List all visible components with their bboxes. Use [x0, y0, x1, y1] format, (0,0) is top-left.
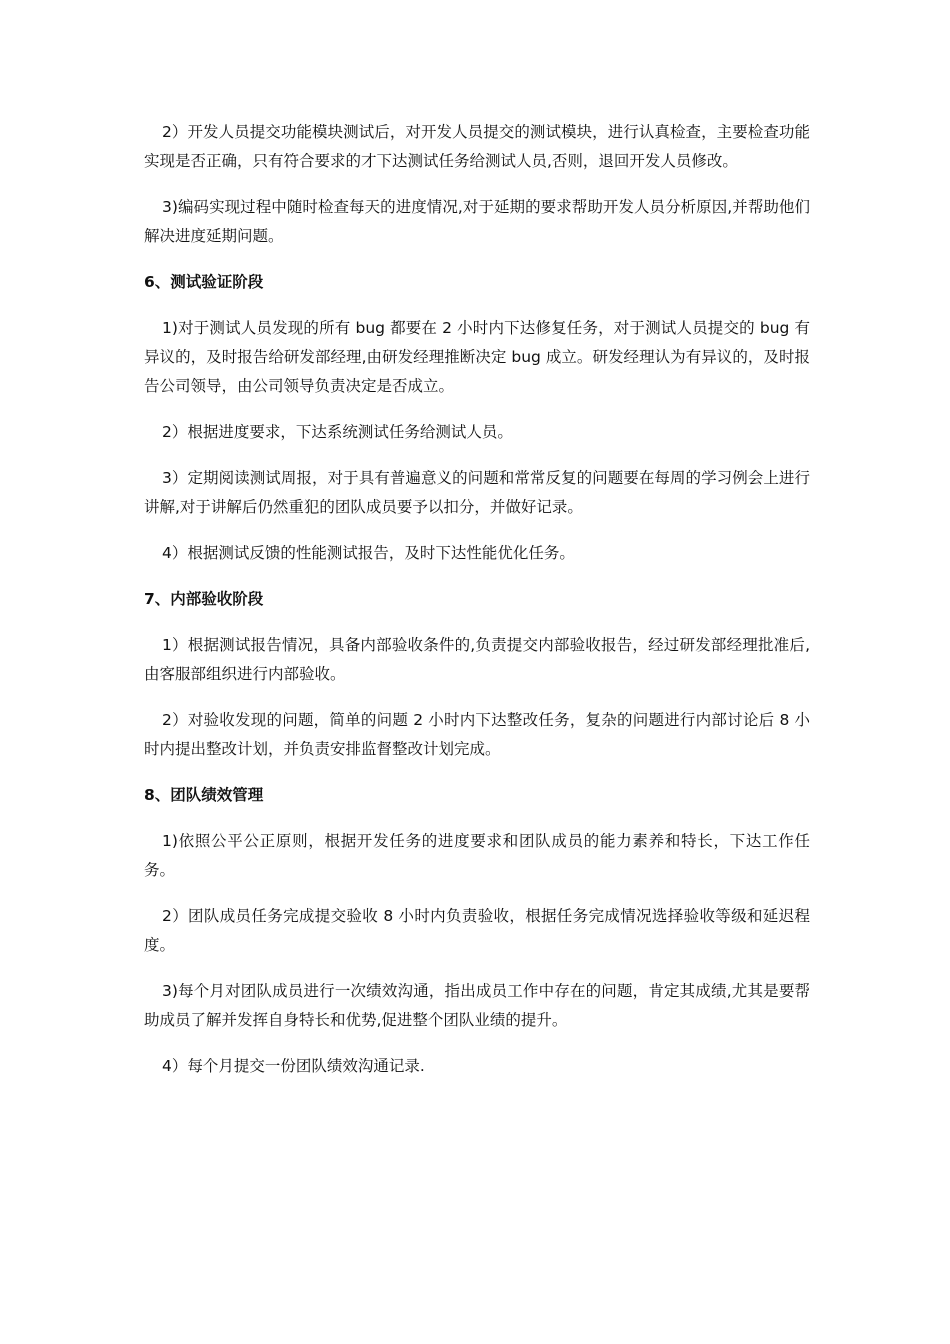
- paragraph: 1)对于测试人员发现的所有 bug 都要在 2 小时内下达修复任务，对于测试人员提交的 bug 有异议的，及时报告给研发部经理,由研发经理推断决定 bug 成立。研发经理认为有异议的，及时报告公司领导，由公司领导负责决定是否成立。: [144, 319, 810, 395]
- document-page: [144, 118, 810, 1098]
- paragraph: 2）团队成员任务完成提交验收 8 小时内负责验收，根据任务完成情况选择验收等级和延迟程度。: [144, 907, 810, 954]
- section-heading: 7、内部验收阶段: [144, 590, 264, 608]
- paragraph: 1）根据测试报告情况，具备内部验收条件的,负责提交内部验收报告，经过研发部经理批准后,由客服部组织进行内部验收。: [144, 636, 810, 683]
- section-heading: 8、团队绩效管理: [144, 786, 264, 804]
- section-heading: 6、测试验证阶段: [144, 273, 264, 291]
- paragraph: 2）根据进度要求，下达系统测试任务给测试人员。: [162, 423, 513, 441]
- paragraph: 2）开发人员提交功能模块测试后，对开发人员提交的测试模块，进行认真检查，主要检查功能实现是否正确，只有符合要求的才下达测试任务给测试人员,否则，退回开发人员修改。: [144, 123, 810, 170]
- paragraph: 1)依照公平公正原则，根据开发任务的进度要求和团队成员的能力素养和特长，下达工作任务。: [144, 832, 810, 879]
- paragraph: 4）每个月提交一份团队绩效沟通记录.: [162, 1057, 425, 1075]
- paragraph: 3)编码实现过程中随时检查每天的进度情况,对于延期的要求帮助开发人员分析原因,并帮助他们解决进度延期问题。: [144, 198, 810, 245]
- paragraph: 4）根据测试反馈的性能测试报告，及时下达性能优化任务。: [162, 544, 575, 562]
- paragraph: 3)每个月对团队成员进行一次绩效沟通，指出成员工作中存在的问题，肯定其成绩,尤其是要帮助成员了解并发挥自身特长和优势,促进整个团队业绩的提升。: [144, 982, 810, 1029]
- paragraph: 3）定期阅读测试周报，对于具有普遍意义的问题和常常反复的问题要在每周的学习例会上进行讲解,对于讲解后仍然重犯的团队成员要予以扣分，并做好记录。: [144, 469, 810, 516]
- paragraph: 2）对验收发现的问题，简单的问题 2 小时内下达整改任务，复杂的问题进行内部讨论后 8 小时内提出整改计划，并负责安排监督整改计划完成。: [144, 711, 810, 758]
